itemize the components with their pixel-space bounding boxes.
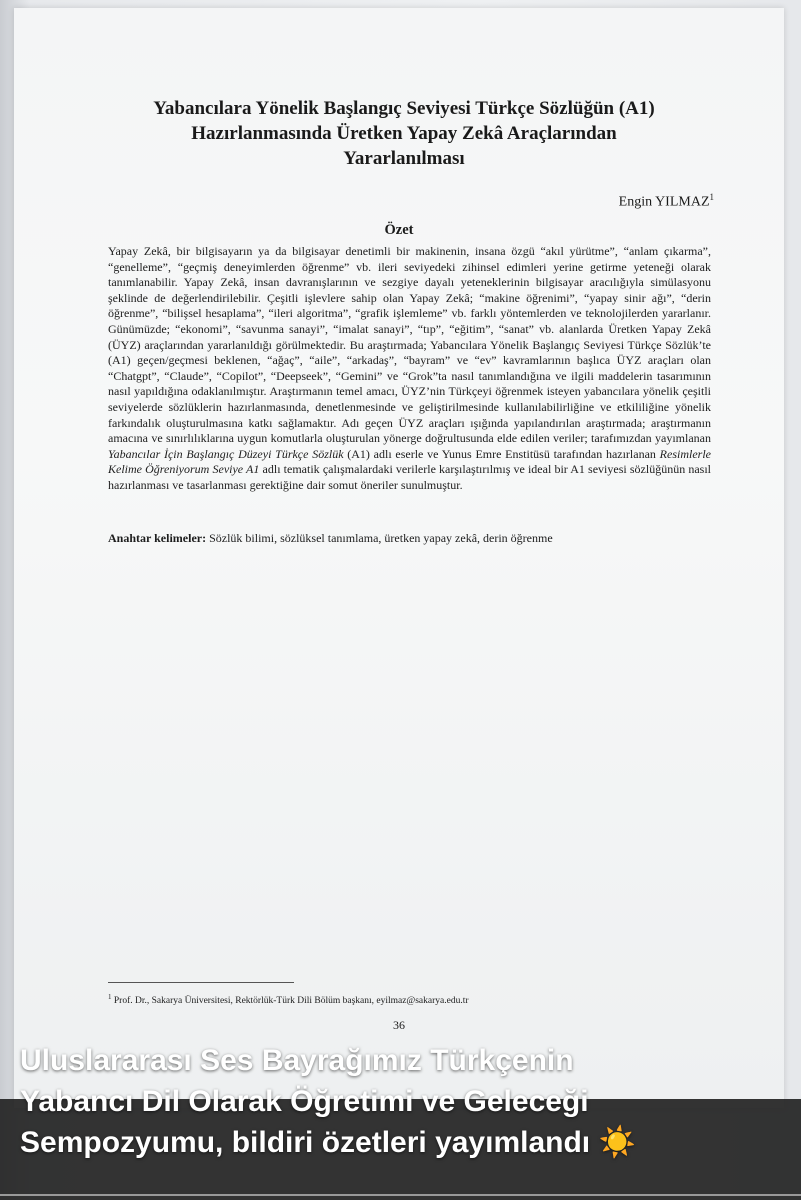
caption-line-3: Sempozyumu, bildiri özetleri yayımlandı [20,1126,591,1159]
title-line-1: Yabancılara Yönelik Başlangıç Seviyesi Türkçe Sözlüğün (A1) [153,98,655,119]
abstract-text-part-3: adlı tematik çalışmalardaki verilerle karşılaştırılmış ve ideal bir A1 seviyesi sözlüğünün nasıl hazırlanması ve tasarlanması gerektiğine dair somut öneriler sunulmuştur. [108,462,711,492]
keywords-list: Sözlük bilimi, sözlüksel tanımlama, üretken yapay zekâ, derin öğrenme [209,531,553,545]
abstract-italic-title-1: Yabancılar İçin Başlangıç Düzeyi Türkçe Sözlük [108,446,344,461]
author-name [619,192,714,211]
page-number: 36 [393,1018,405,1032]
footnote-text: Prof. Dr., Sakarya Üniversitesi, Rektörlük-Türk Dili Bölüm başkanı, eyilmaz@sakarya.edu.tr [113,996,469,1007]
abstract-heading: Özet [384,222,414,238]
abstract-text-part-1: Yapay Zekâ, bir bilgisayarın ya da bilgisayar denetimli bir makinenin, insana özgü “akıl yürütme”, “anlam çıkarma”, “genelleme”, “geçmiş deneyimlerden öğrenme” vb. ileri seviyedeki zihinsel edimleri yerine getirme yeteneği olarak tanımlanabilir. Yapay Zekâ, insan davranışlarının ve sezgiye dayalı yeteneklerinin bilgisayar aracılığıyla simülasyonu şeklinde de değerlendirilebilir. Çeşitli işlevlere sahip olan Yapay Zekâ; “makine öğrenimi”, “yapay sinir ağı”, “derin öğrenme”, “bilişsel hesaplama”, “ileri algoritma”, “grafik işlemleme” vb. farklı yöntemlerden ve teknolojilerden yararlanır. Günümüzde; “ekonomi”, “savunma sanayi”, “imalat sanayi”, “tıp”, “eğitim”, “sanat” vb. alanlarda Üretken Yapay Zekâ (ÜYZ) araçlarından yararlanıldığı görülmektedir. Bu araştırmada; Yabancılara Yönelik Başlangıç Seviyesi Türkçe Sözlük’te (A1) geçen/geçmesi beklenen, “ağaç”, “aile”, “arkadaş”, “bayram” ve “ev” kavramlarının başlıca ÜYZ araçları olan “Chatgpt”, “Claude”, “Copilot”, “Deepseek”, “Gemini” ve “Grok”ta nasıl tanımlandığına ve ilgili maddelerin tasarımının nasıl yapıldığına odaklanılmıştır. Araştırmanın temel amacı, ÜYZ’nin Türkçeyi öğrenmek isteyen yabancılara yönelik çeşitli seviyelerde sözlüklerin hazırlanmasında, denetlenmesinde ve geliştirilmesinde kullanılabilirliğine ve etkililiğine yönelik farkındalık oluşturulmasına katkı sağlamaktır. Adı geçen ÜYZ araçları ışığında yapılandırılan araştırmada; araştırmanın amacına ve sınırlılıklarına uygun komutlarla oluşturulan yönerge doğrultusunda elde edilen veriler; tarafımızdan yayımlanan [108,244,711,446]
keywords [108,531,711,546]
author-footnote-mark: 1 [709,192,714,202]
sun-icon: ☀️ [598,1126,636,1159]
footnote-divider [108,982,294,983]
caption-line-2: Yabancı Dil Olarak Öğretimi ve Geleceği [20,1085,589,1118]
footnote-mark: 1 [108,993,112,1001]
bottom-divider [0,1194,801,1196]
title-line-3: Yararlanılması [343,148,465,169]
paper-title [104,96,704,171]
footnote [108,993,469,1006]
abstract-text-part-2: (A1) adlı eserle ve Yunus Emre Enstitüsü tarafından hazırlanan [347,446,656,461]
document-page [14,8,784,1108]
caption-line-1: Uluslararası Ses Bayrağımız Türkçenin [20,1044,574,1077]
story-caption [20,1040,790,1163]
keywords-label: Anahtar kelimeler: [108,531,207,545]
caption-line-3-row [20,1122,790,1163]
abstract-body [108,244,711,494]
title-line-2: Hazırlanmasında Üretken Yapay Zekâ Araçlarından [191,123,617,144]
author-name-text: Engin YILMAZ [618,194,710,210]
abstract-italic-title-2: Resimlerle Kelime Öğreniyorum Seviye A1 [108,446,711,477]
